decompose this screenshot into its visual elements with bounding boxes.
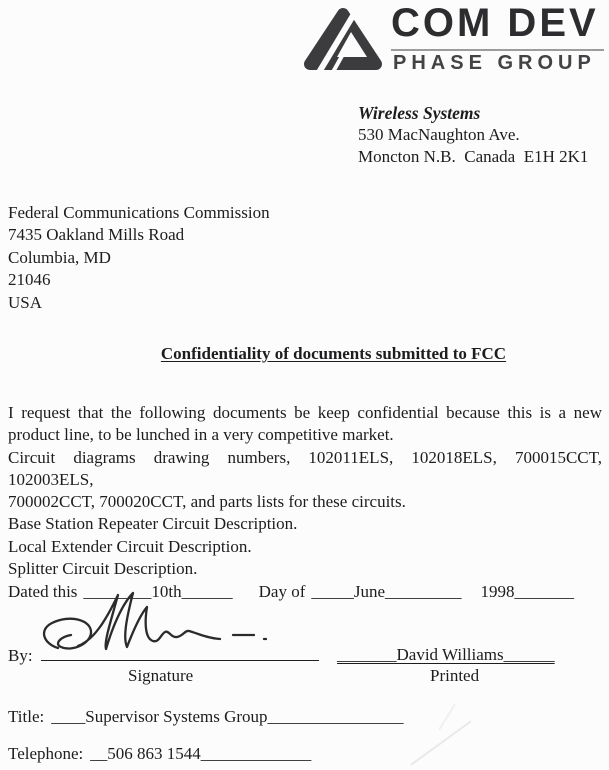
printed-blank: _______ [337,645,397,664]
dated-blank: ________ [83,582,152,601]
recipient-line: 7435 Oakland Mills Road [8,225,185,245]
sender-address-block [358,102,588,168]
telephone-value: 506 863 1544 [107,744,201,763]
signature-rule [41,645,319,661]
letter-body [8,402,602,580]
body-line: Base Station Repeater Circuit Description. [8,514,298,534]
title-blank: ________________ [267,707,404,726]
dated-year-value: 1998 [480,582,515,601]
title-value: Supervisor Systems Group [85,707,268,726]
body-line: Circuit diagrams drawing numbers, 102011ELS, 102018ELS, 700015CCT, 102003ELS, [8,447,602,489]
telephone-label: Telephone: [8,744,84,763]
brand-subtitle: PHASE GROUP [393,52,596,74]
dated-day-value: 10th [151,582,182,601]
printed-name-segment [337,645,555,665]
subject-text: Confidentiality of documents submitted to FCC [160,344,507,363]
sender-street: 530 MacNaughton Ave. [358,125,520,144]
recipient-line: Federal Communications Commission [8,203,270,222]
printed-blank: ______ [503,645,555,664]
telephone-blank: __ [90,744,108,763]
title-line [8,707,404,727]
by-line [8,645,319,666]
dated-month-value: June [353,582,386,601]
printed-caption: Printed [430,666,480,685]
body-line: product line, to be lunched in a very competitive market. [8,425,394,445]
title-blank: ____ [51,707,86,726]
by-label: By: [8,646,33,665]
recipient-line: 21046 [8,270,51,290]
scan-crease-mark [438,704,456,731]
subject-line [0,344,609,364]
body-line: Splitter Circuit Description. [8,559,198,579]
printed-name: David Williams [396,645,504,664]
signature-caption: Signature [128,666,194,685]
comdev-triangle-icon [299,5,387,71]
recipient-address-block [8,202,270,314]
body-line: Local Extender Circuit Description. [8,536,252,556]
body-line: 700002CCT, 700020CCT, and parts lists for these circuits. [8,492,406,512]
brand-name: COM DEV [391,1,599,45]
sender-city: Moncton N.B. Canada E1H 2K1 [358,147,589,166]
telephone-line [8,744,311,764]
body-line: I request that the following documents be keep confidential because this is a new [8,403,602,422]
recipient-line: Columbia, MD [8,247,111,267]
dated-dayof-label: Day of [258,582,306,601]
dated-blank: _________ [385,582,462,601]
brand-divider [391,49,604,51]
title-label: Title: [8,707,45,726]
dated-blank: _______ [514,582,575,601]
dated-prefix: Dated this [8,582,78,601]
dated-blank: ______ [181,582,233,601]
sender-division: Wireless Systems [358,103,481,123]
recipient-line: USA [8,292,43,312]
telephone-blank: _____________ [200,744,312,763]
dated-blank: _____ [311,582,354,601]
